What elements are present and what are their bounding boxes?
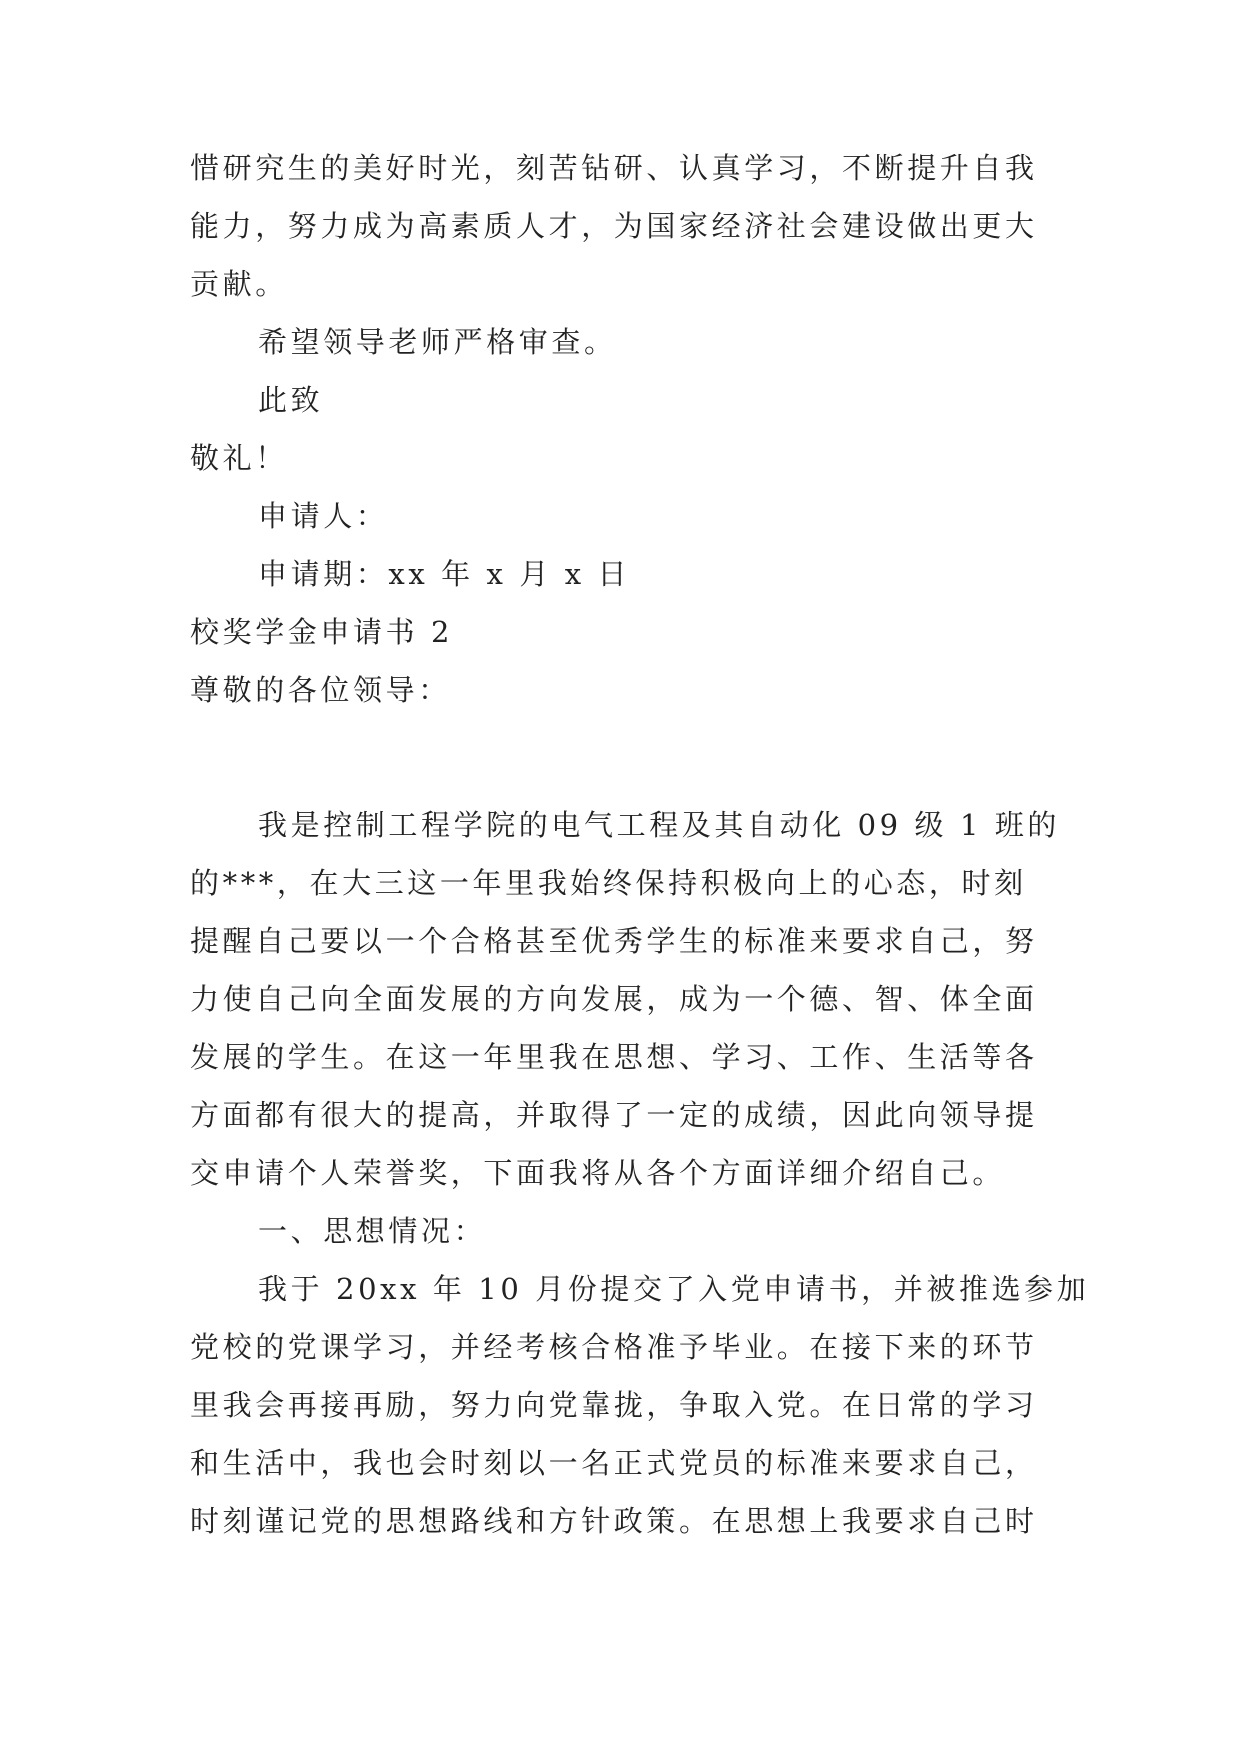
paragraph-line: 我于 20xx 年 10 月份提交了入党申请书，并被推选参加	[258, 1272, 1090, 1306]
paragraph-line: 力使自己向全面发展的方向发展，成为一个德、智、体全面	[190, 982, 1038, 1016]
paragraph-line: 的***，在大三这一年里我始终保持积极向上的心态，时刻	[190, 866, 1027, 900]
paragraph-line: 提醒自己要以一个合格甚至优秀学生的标准来要求自己，努	[190, 924, 1038, 958]
date-line: 申请期：xx 年 x 月 x 日	[258, 557, 631, 591]
paragraph-line: 发展的学生。在这一年里我在思想、学习、工作、生活等各	[190, 1040, 1038, 1074]
section-title: 校奖学金申请书 2	[190, 615, 454, 649]
greeting-line: 尊敬的各位领导：	[190, 673, 451, 707]
paragraph-line: 里我会再接再励，努力向党靠拢，争取入党。在日常的学习	[190, 1388, 1038, 1422]
closing-line: 希望领导老师严格审查。	[258, 325, 617, 359]
paragraph-line: 和生活中，我也会时刻以一名正式党员的标准来要求自己，	[190, 1446, 1038, 1480]
paragraph-line: 交申请个人荣誉奖，下面我将从各个方面详细介绍自己。	[190, 1156, 1006, 1190]
salutation-line: 此致	[258, 383, 324, 417]
paragraph-line: 党校的党课学习，并经考核合格准予毕业。在接下来的环节	[190, 1330, 1038, 1364]
section-heading: 一、思想情况：	[258, 1214, 487, 1248]
paragraph-line: 能力，努力成为高素质人才，为国家经济社会建设做出更大	[190, 209, 1038, 243]
paragraph-line: 惜研究生的美好时光，刻苦钻研、认真学习，不断提升自我	[190, 151, 1038, 185]
applicant-line: 申请人：	[258, 499, 389, 533]
paragraph-line: 方面都有很大的提高，并取得了一定的成绩，因此向领导提	[190, 1098, 1038, 1132]
paragraph-line: 我是控制工程学院的电气工程及其自动化 09 级 1 班的	[258, 808, 1061, 842]
paragraph-line: 时刻谨记党的思想路线和方针政策。在思想上我要求自己时	[190, 1504, 1038, 1538]
paragraph-line: 贡献。	[190, 267, 288, 301]
salutation-line: 敬礼！	[190, 441, 288, 475]
